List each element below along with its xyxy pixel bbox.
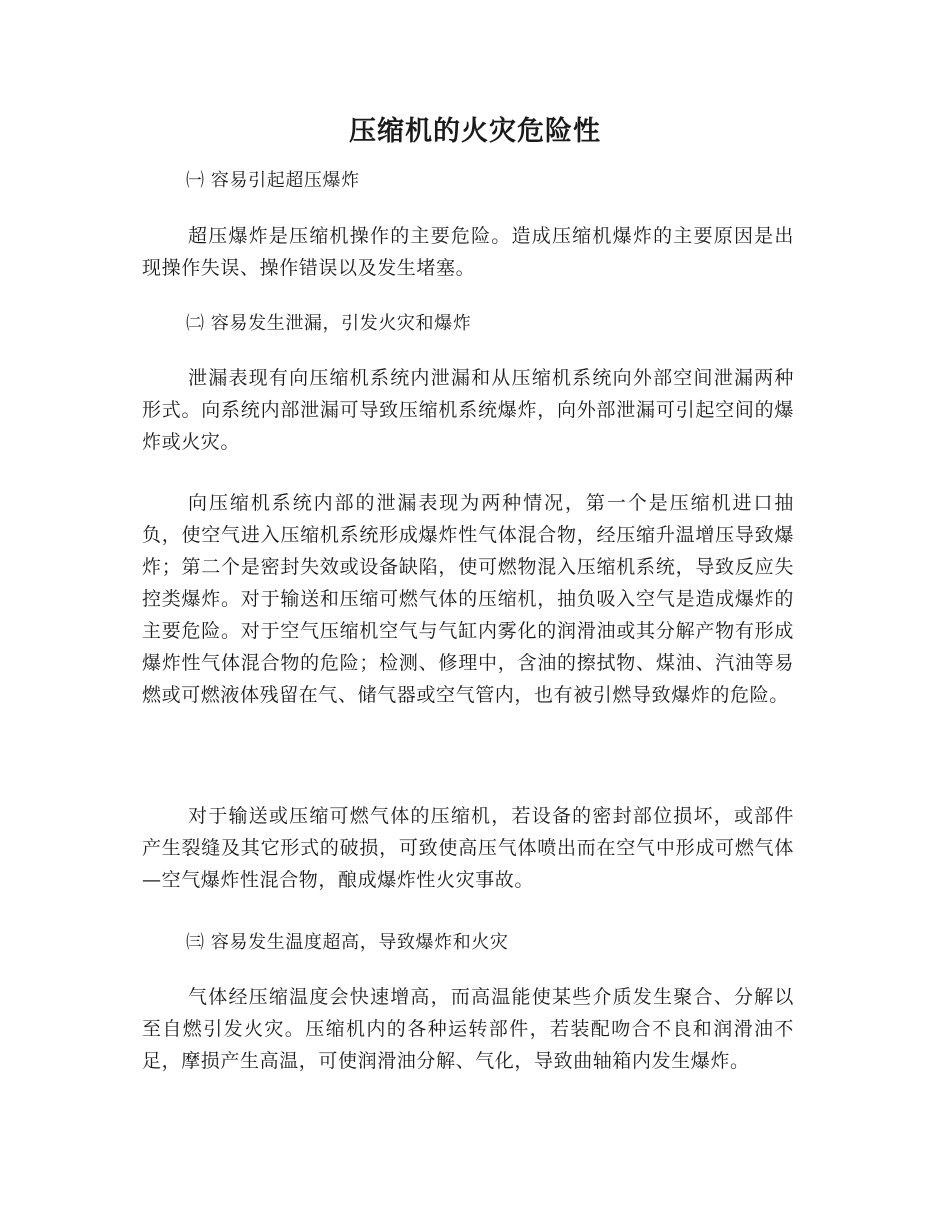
section-heading-3: ㈢ 容易发生温度超高，导致爆炸和火灾 (186, 932, 509, 953)
paragraph-2-1: 泄漏表现有向压缩机系统内泄漏和从压缩机系统向外部空间泄漏两种形式。向系统内部泄漏可导致压缩机系统爆炸，向外部泄漏可引起空间的爆炸或火灾。 (142, 367, 794, 453)
paragraph-2-3: 对于输送或压缩可燃气体的压缩机，若设备的密封部位损坏，或部件产生裂缝及其它形式的破损，可致使高压气体喷出而在空气中形成可燃气体—空气爆炸性混合物，酿成爆炸性火灾事故。 (142, 805, 794, 891)
paragraph-2-2: 向压缩机系统内部的泄漏表现为两种情况，第一个是压缩机进口抽负，使空气进入压缩机系统形成爆炸性气体混合物，经压缩升温增压导致爆炸；第二个是密封失效或设备缺陷，使可燃物混入压缩机系统，导致反应失控类爆炸。对于输送和压缩可燃气体的压缩机，抽负吸入空气是造成爆炸的主要危险。对于空气压缩机空气与气缸内雾化的润滑油或其分解产物有形成爆炸性气体混合物的危险；检测、修理中，含油的擦拭物、煤油、汽油等易燃或可燃液体残留在气、储气器或空气管内，也有被引燃导致爆炸的危险。 (142, 492, 794, 706)
paragraph-3-1: 气体经压缩温度会快速增高，而高温能使某些介质发生聚合、分解以至自燃引发火灾。压缩机内的各种运转部件，若装配吻合不良和润滑油不足，摩损产生高温，可使润滑油分解、气化，导致曲轴箱内发生爆炸。 (142, 986, 794, 1072)
document-title: 压缩机的火灾危险性 (349, 116, 601, 147)
section-heading-1: ㈠ 容易引起超压爆炸 (186, 170, 360, 191)
paragraph-1-1: 超压爆炸是压缩机操作的主要危险。造成压缩机爆炸的主要原因是出现操作失误、操作错误以及发生堵塞。 (142, 225, 794, 279)
section-heading-2: ㈡ 容易发生泄漏，引发火灾和爆炸 (186, 313, 472, 334)
